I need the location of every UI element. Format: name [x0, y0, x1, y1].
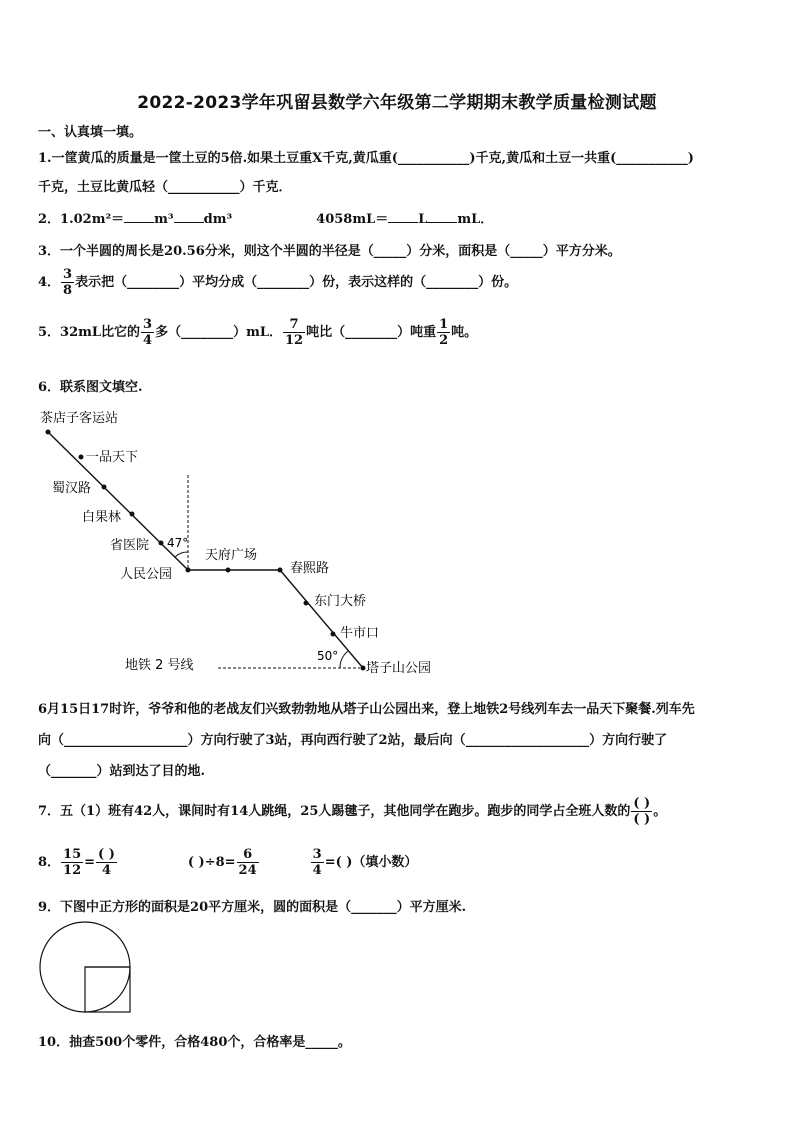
station-label: 牛市口	[340, 626, 380, 641]
question-2-number: 2．	[38, 212, 61, 227]
station-label: 人民公园	[120, 567, 173, 582]
question-4-number: 4．	[38, 275, 61, 290]
fraction-3-4: $\frac{3}{4}$	[143, 317, 153, 348]
question-1-line-1: 1.一筐黄瓜的质量是一筐土豆的5倍.如果土豆重X千克,黄瓜重(___________)千克,黄瓜和土豆一共重(___________)	[38, 151, 694, 166]
station-label: 春熙路	[290, 561, 330, 576]
angle-label: 50°	[317, 649, 339, 663]
question-2	[38, 208, 493, 227]
question-4-text: 表示把（________）平均分成（________）份，表示这样的（________）份。	[75, 275, 518, 290]
station-label: 塔子山公园	[366, 661, 432, 676]
circle-square-figure	[38, 920, 138, 1020]
question-7: 7．五（1）班有42人，课间时有14人跳绳，25人踢毽子，其他同学在跑步。跑步的同学占全班人数的 $\frac{( )}{( )}$ 。	[38, 796, 667, 827]
question-6-paragraph-1: 6月15日17时许，爷爷和他的老战友们兴致勃勃地从塔子山公园出来，登上地铁2号线列车去一品天下聚餐.列车先	[38, 702, 695, 717]
station-label: 天府广场	[205, 548, 258, 563]
station-label: 茶店子客运站	[40, 411, 119, 426]
question-6-heading: 6．联系图文填空.	[38, 380, 143, 395]
question-4	[38, 268, 517, 297]
page-title: 2022-2023学年巩留县数学六年级第二学期期末教学质量检测试题	[137, 93, 657, 113]
station-label: 一品天下	[86, 450, 139, 465]
station-label: 省医院	[110, 538, 150, 553]
question-8: 8． $\frac{15}{12}$ = $\frac{( )}{4}$ ( )÷8= $\frac{6}{24}$ $\frac{3}{4}$ =( )（填小数）	[38, 847, 418, 878]
question-1-line-2: 千克，土豆比黄瓜轻（___________）千克．	[38, 180, 292, 195]
angle-label: 47°	[167, 536, 189, 550]
station-label: 东门大桥	[314, 594, 367, 609]
fraction-3-8: $\frac{3}{8}$	[63, 267, 73, 298]
fraction-3-4-b: $\frac{3}{4}$	[312, 847, 322, 878]
question-2-part1b: m³	[154, 212, 174, 227]
question-6-paragraph-2: 向（___________________）方向行驶了3站，再向西行驶了2站，最后向（___________________）方向行驶了	[38, 733, 668, 748]
fraction-blank-4: $\frac{( )}{4}$	[98, 847, 115, 878]
fraction-15-12: $\frac{15}{12}$	[63, 847, 82, 878]
station-label: 白果林	[82, 510, 122, 525]
section-heading: 一、认真填一填。	[38, 125, 143, 140]
question-5: 5．32mL比它的 $\frac{3}{4}$ 多（________）mL． $\frac{7}{12}$ 吨比（________）吨重 $\frac{1}{2}$ 吨。	[38, 317, 478, 348]
question-6-paragraph-3: （_______）站到达了目的地.	[38, 764, 206, 779]
metro-map	[30, 400, 460, 685]
question-9: 9．下图中正方形的面积是20平方厘米，圆的面积是（_______）平方厘米.	[38, 900, 467, 915]
question-2-part2b: L	[418, 212, 428, 227]
question-10: 10．抽查500个零件，合格480个，合格率是_____。	[38, 1035, 351, 1050]
line-label: 地铁 2 号线	[125, 658, 194, 673]
fraction-7-12: $\frac{7}{12}$	[285, 317, 304, 348]
fraction-6-24: $\frac{6}{24}$	[238, 847, 257, 878]
fraction-blank: $\frac{( )}{( )}$	[633, 796, 651, 827]
question-2-part1a: 1.02m²＝	[60, 212, 125, 227]
question-2-part1c: dm³	[203, 212, 233, 227]
station-label: 蜀汉路	[52, 481, 92, 496]
question-2-part2a: 4058mL＝	[316, 212, 389, 227]
question-3: 3．一个半圆的周长是20.56分米，则这个半圆的半径是（_____）分米，面积是（_____）平方分米。	[38, 244, 621, 259]
fraction-1-2: $\frac{1}{2}$	[439, 317, 449, 348]
question-2-part2c: mL．	[457, 212, 494, 227]
